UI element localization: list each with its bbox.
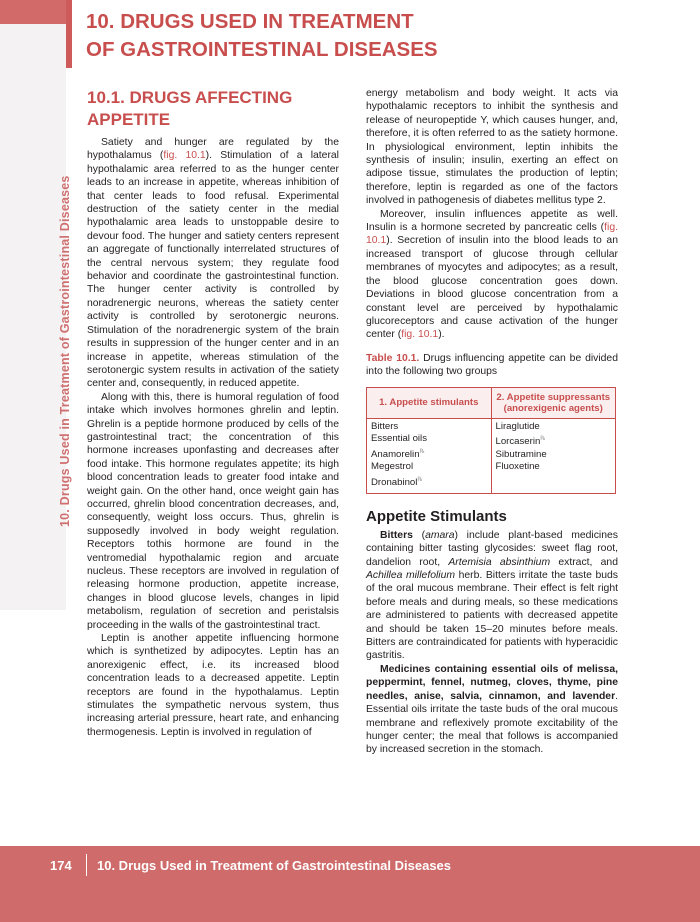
text: ). Stimulation of a lateral hypothalamic area referred to as the hunger center leads to an increase in appetite, whereas inhibition of that center leads to food refusal. Experimental destruction of the satiety center in the medial hypothalamic area leads to unstoppable desire to devour food. The hunger and satiety centers represent an aggregate of functionally interrelated structures of the central nervous system; they regulate food behavior and coordinate the gastrointestinal function. The hunger center activity is controlled by noradrenergic neurons, whereas the satiety center activity is controlled by serotonergic neurons. Stimulation of the noradrenergic system of the brain results in suppression of the hunger center and in an increase in appetite, whereas stimulation of the serotonergic system results in activation of the satiety center and, consequently, in reduced appetite. [87, 150, 339, 390]
footer-divider [86, 854, 87, 876]
paragraph-leptin-cont: energy metabolism and body weight. It acts via hypothalamic receptors to inhibit the synthesis and release of neuropeptide Y, which causes hunger, and, therefore, it is often referred to as the satiety hormone. In physiological environment, leptin inhibits the synthesis of insulin; insulin, exerting an effect on adipose tissue, stimulates the production of leptin; therefore, leptin is regarded as one of the factors involved in pathogenesis of diabetes mellitus type 2. [366, 88, 618, 207]
list-item: Fluoxetine [495, 461, 540, 473]
footer-running-title: 10. Drugs Used in Treatment of Gastrointestinal Diseases [97, 858, 452, 873]
paragraph-insulin [366, 208, 618, 342]
chapter-title-line2: OF GASTROINTESTINAL DISEASES [86, 38, 438, 61]
left-column [87, 87, 339, 739]
table-caption-text: Drugs influencing appetite can be divided into the following two groups [366, 352, 618, 378]
list-item: Liraglutide [495, 420, 540, 432]
table-caption [366, 352, 618, 379]
suppressants-cell [491, 418, 616, 494]
list-item: Bitters [371, 420, 399, 432]
figure-reference[interactable]: fig. 10.1 [163, 150, 206, 162]
list-item: Sibutramine [495, 448, 547, 460]
chapter-accent-bar [66, 0, 72, 68]
section-title-line1: 10.1. DRUGS AFFECTING [87, 88, 293, 107]
subsection-title: Appetite Stimulants [366, 508, 507, 526]
side-running-label: 10. Drugs Used in Treatment of Gastrointestinal Diseases [58, 175, 72, 527]
text: Satiety and hunger are regulated by the hypothalamus ( [87, 137, 339, 162]
list-item: Lorcaserin℞ [495, 436, 546, 448]
list-item: Megestrol [371, 461, 414, 473]
list-item: Anamorelin℞ [371, 448, 425, 460]
figure-reference[interactable]: fig. 10.1 [366, 222, 618, 247]
side-tab-accent [0, 0, 66, 24]
drug-table [366, 387, 616, 495]
chapter-title [86, 8, 686, 64]
figure-reference[interactable]: fig. 10.1 [401, 329, 439, 341]
text: Moreover, insulin influences appetite as well. Insulin is a hormone secreted by pancreatic cells ( [366, 208, 618, 234]
text: ). Secretion of insulin into the blood leads to an increased transport of glucose through cellular membranes of myocytes and adipocytes; as a result, the blood glucose concentration goes down. Deviations in blood glucose concentration from a constant level are perceived by hypothalamic glucoreceptors and cause activation of the hunger center ( [366, 235, 618, 341]
paragraph-bitters: Bitters (amara) include plant-based medicines containing bitter tasting glycosides: sweet flag root, dandelion root, Artemisia absinthium extract, and Achillea millefolium herb. Bitters irritate the taste buds of the oral mucous membrane. Their effect is felt right before meals and during meals, so these medications are administered to patients with decreased appetite and should be taken 15–20 minutes before meals. Bitters are contraindicated for patients with hyperacidic gastritis. [366, 529, 618, 662]
section-title-line2: APPETITE [87, 110, 171, 129]
paragraph-leptin: Leptin is another appetite influencing hormone which is synthetized by adipocytes. Leptin has an anorexigenic effect, i.e. its increased blood concentration leads to a decreased appetite. Leptin receptors are found in the hypothalamus. Leptin stimulates the sympathetic nervous system, thus increasing arterial pressure, heart rate, and enhancing thermogenesis. Leptin is involved in regulation of [87, 633, 339, 738]
chapter-title-line1: 10. DRUGS USED IN TREATMENT [86, 10, 414, 33]
right-column [366, 87, 618, 757]
table-label: Table 10.1. [366, 352, 420, 364]
page-footer [0, 846, 700, 922]
table-row [367, 418, 616, 494]
text: ). [438, 329, 445, 341]
list-item: Dronabinol℞ [371, 476, 423, 488]
list-item: Essential oils [371, 433, 427, 445]
table-header-suppressants: 2. Appetite suppressants (anorexigenic agents) [491, 387, 616, 418]
paragraph-ghrelin: Along with this, there is humoral regulation of food intake which involves hormones ghrelin and leptin. Ghrelin is a peptide hormone produced by cells of the gastrointestinal tract; the concentration of this hormone increases uponfasting and decreases after food intake. This hormone regulates appetite; its high blood concentration leads to greater food intake and weight gain. On the other hand, once weight gain has occurred, ghrelin blood concentration decreases, and, consequently, weight loss occurs. Thus, ghrelin is supposedly involved in body weight regulation. Receptors tothis hormone are found in the ventromedial hypothalamic region and arcuate nucleus. These receptors are involved in regulation of releasing hormone production, appetite increase, changes in blood glucose levels, changes in lipid metabolism, regulation of secretion and peristalsis proceeding in the walls of the gastrointestinal tract. [87, 391, 339, 631]
table-header-stimulants: 1. Appetite stimulants [367, 387, 492, 418]
page-number: 174 [50, 858, 72, 873]
section-title [87, 87, 339, 131]
table-header-row [367, 387, 616, 418]
stimulants-cell [367, 418, 492, 494]
paragraph-essential-oils: Medicines containing essential oils of melissa, peppermint, fennel, nutmeg, cloves, thyme, pine needles, anise, salvia, cinnamon, and lavender. Essential oils irritate the taste buds of the oral mucous membrane and reflexively promote excitability of the hunger center; the meal that follows is accompanied by increased secretion in the stomach. [366, 663, 618, 756]
side-tab [0, 0, 66, 610]
paragraph-hypothalamus [87, 136, 339, 391]
